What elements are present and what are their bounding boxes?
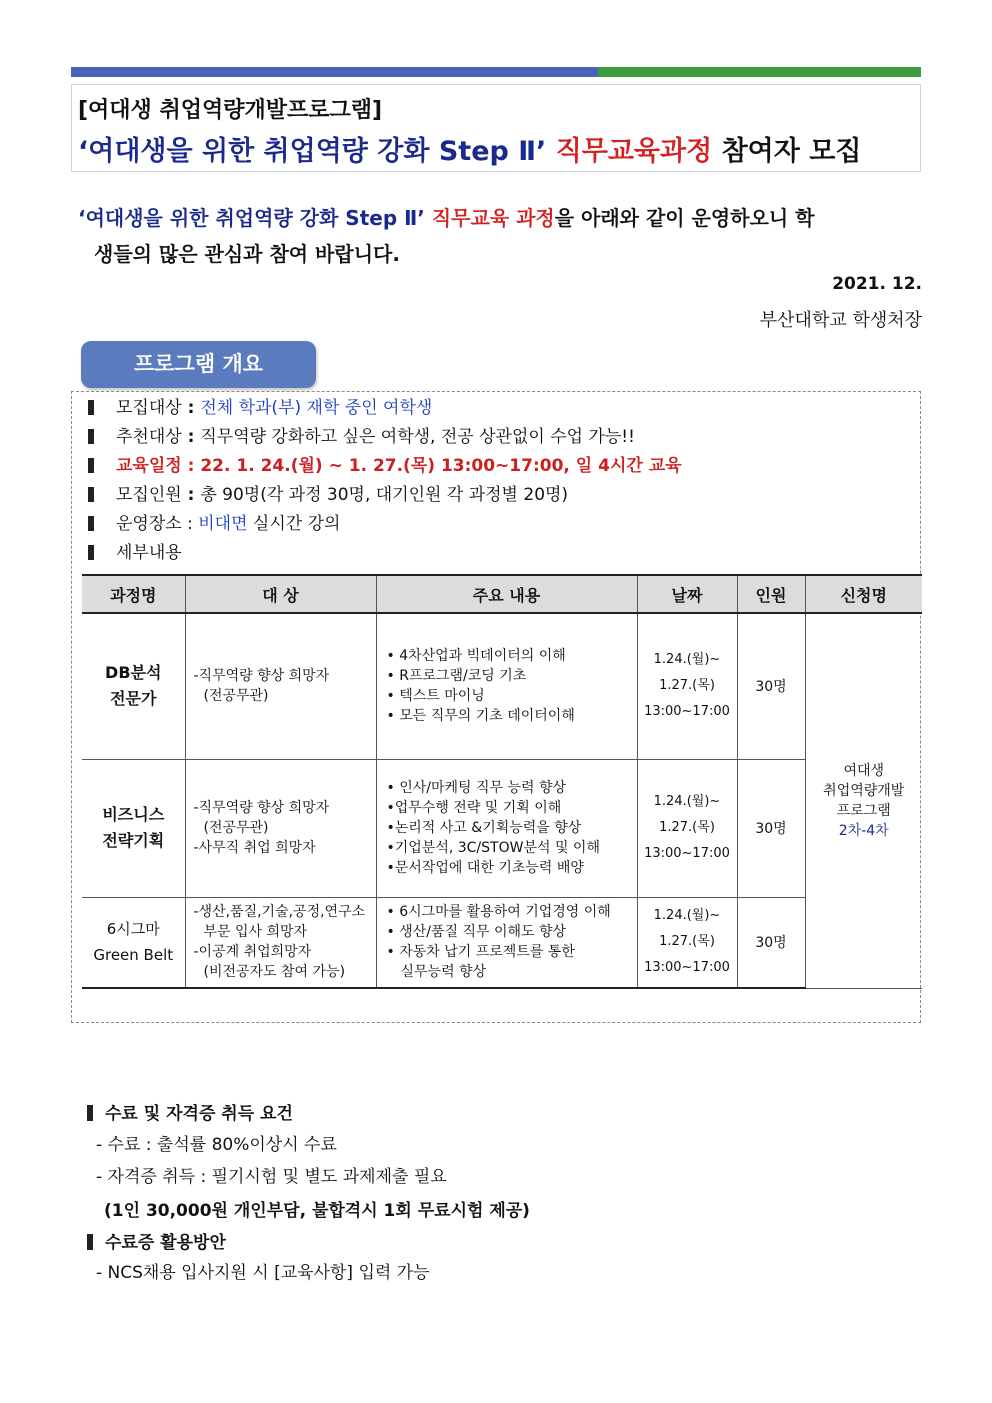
header-content: 주요 내용: [376, 575, 637, 613]
usage-line: - NCS채용 입사지원 시 [교육사항] 입력 가능: [96, 1263, 430, 1283]
bullet-icon: [87, 1234, 93, 1250]
overview-item-schedule: 교육일정 : 22. 1. 24.(월) ~ 1. 27.(목) 13:00~17:00, 일 4시간 교육: [88, 451, 682, 476]
overview-item-recommended: 추천대상 : 직무역량 강화하고 싶은 여학생, 전공 상관없이 수업 가능!!: [88, 422, 635, 447]
course-target-cell: -직무역량 향상 희망자 (전공무관): [185, 613, 376, 759]
usage-section-title: 수료증 활용방안: [87, 1228, 226, 1253]
bullet-icon: [88, 458, 94, 473]
course-name-cell: 6시그마 Green Belt: [82, 897, 185, 988]
table-row: [82, 897, 922, 988]
title-line2: [78, 129, 861, 168]
bullet-icon: [88, 487, 94, 502]
course-capacity-cell: 30명: [737, 613, 805, 759]
overview-item-details: 세부내용: [88, 538, 182, 563]
bullet-icon: [88, 400, 94, 415]
course-date-cell: 1.24.(월)~ 1.27.(목) 13:00~17:00: [637, 897, 737, 988]
course-content-cell: • 4차산업과 빅데이터의 이해 • R프로그램/코딩 기초 • 텍스트 마이닝 • 모든 직무의 기초 데이터이해: [376, 613, 637, 759]
header-date: 날짜: [637, 575, 737, 613]
bullet-icon: [88, 516, 94, 531]
completion-line-2: - 자격증 취득 : 필기시험 및 별도 과제제출 필요: [96, 1167, 447, 1187]
course-date-cell: 1.24.(월)~ 1.27.(목) 13:00~17:00: [637, 613, 737, 759]
header-capacity: 인원: [737, 575, 805, 613]
course-date-cell: 1.24.(월)~ 1.27.(목) 13:00~17:00: [637, 759, 737, 897]
header-apply-name: 신청명: [805, 575, 922, 613]
course-name-cell: 비즈니스 전략기획: [82, 759, 185, 897]
table-row: [82, 759, 922, 897]
overview-item-venue: 운영장소 : 비대면 실시간 강의: [88, 509, 340, 534]
title-box: [71, 84, 921, 172]
intro-program-name: ‘여대생을 위한 취업역량 강화 Step Ⅱ’: [78, 206, 425, 230]
course-target-cell: -직무역량 향상 희망자 (전공무관) -사무직 취업 희망자: [185, 759, 376, 897]
bullet-icon: [88, 429, 94, 444]
intro-rest2: 생들의 많은 관심과 참여 바랍니다.: [94, 242, 400, 266]
intro-rest1: 을 아래와 같이 운영하오니 학: [554, 206, 815, 230]
title-tail: 참여자 모집: [721, 136, 862, 167]
bullet-icon: [87, 1105, 93, 1121]
top-bar-blue: [71, 67, 598, 77]
apply-name-cell: 여대생 취업역량개발 프로그램 2차-4차: [805, 613, 922, 988]
intro-course-type: 직무교육 과정: [431, 206, 555, 230]
program-overview-badge: 프로그램 개요: [81, 341, 316, 388]
completion-section-title: 수료 및 자격증 취득 요건: [87, 1099, 293, 1124]
course-capacity-cell: 30명: [737, 897, 805, 988]
completion-note: (1인 30,000원 개인부담, 불합격시 1회 무료시험 제공): [104, 1201, 530, 1221]
table-header-row: [82, 575, 922, 613]
course-name-cell: DB분석 전문가: [82, 613, 185, 759]
top-bar-green: [598, 67, 921, 77]
title-line1: [여대생 취업역량개발프로그램]: [78, 98, 383, 123]
notice-issuer: 부산대학교 학생처장: [759, 310, 922, 331]
title-course-type: 직무교육과정: [555, 136, 713, 167]
overview-box: [71, 391, 921, 1023]
intro-paragraph: [78, 200, 924, 272]
header-target: 대 상: [185, 575, 376, 613]
course-target-cell: -생산,품질,기술,공정,연구소 부문 입사 희망자 -이공계 취업희망자 (비전공자도 참여 가능): [185, 897, 376, 988]
overview-item-capacity: 모집인원 : 총 90명(각 과정 30명, 대기인원 각 과정별 20명): [88, 480, 568, 505]
title-program-name: ‘여대생을 위한 취업역량 강화 Step Ⅱ’: [78, 136, 547, 167]
course-content-cell: • 인사/마케팅 직무 능력 향상 •업무수행 전략 및 기획 이해 •논리적 사고 &기획능력을 향상 •기업분석, 3C/STOW분석 및 이해 •문서작업에 대한 기초능력 배양: [376, 759, 637, 897]
top-color-bar: [71, 67, 921, 77]
course-capacity-cell: 30명: [737, 759, 805, 897]
completion-line-1: - 수료 : 출석률 80%이상시 수료: [96, 1135, 337, 1155]
course-content-cell: • 6시그마를 활용하여 기업경영 이해 • 생산/품질 직무 이해도 향상 • 자동차 납기 프로젝트를 통한 실무능력 향상: [376, 897, 637, 988]
course-table: [82, 574, 922, 989]
bullet-icon: [88, 545, 94, 560]
overview-item-target: 모집대상 : 전체 학과(부) 재학 중인 여학생: [88, 393, 432, 418]
table-row: [82, 613, 922, 759]
header-course-name: 과정명: [82, 575, 185, 613]
notice-date: 2021. 12.: [832, 274, 922, 294]
